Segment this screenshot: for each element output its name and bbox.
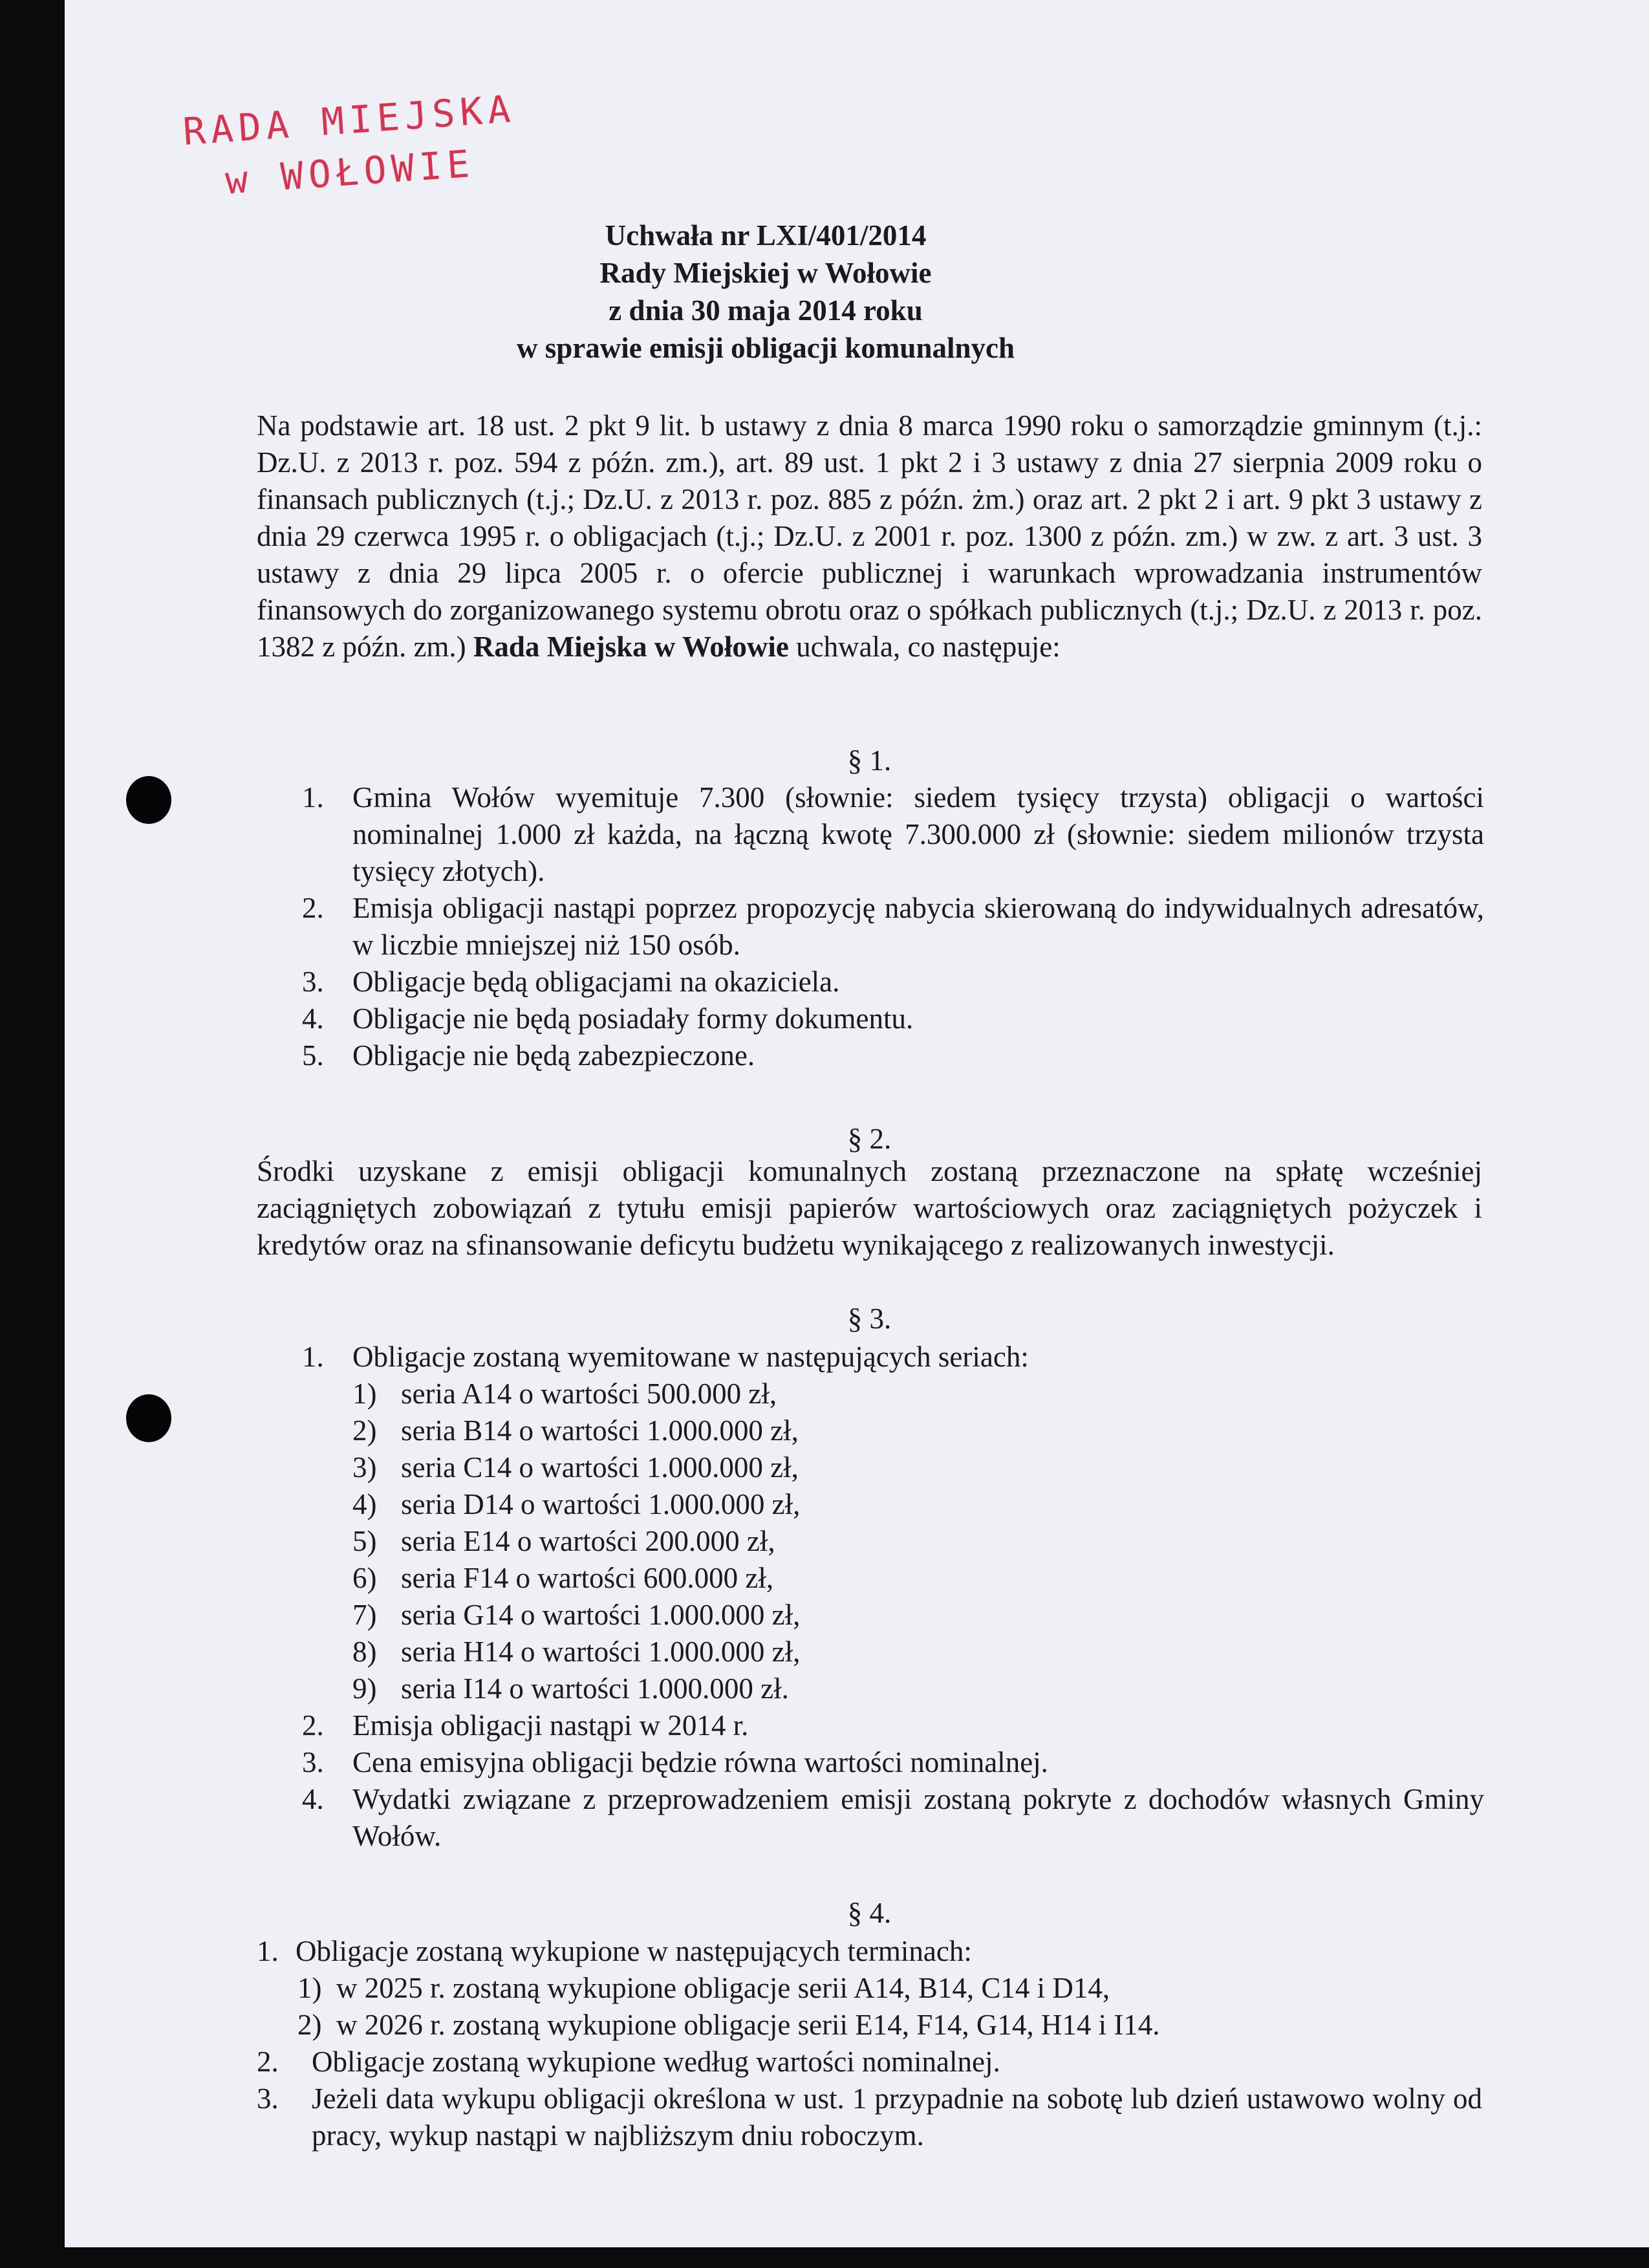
preamble-tail: uchwala, co następuje:: [788, 631, 1061, 663]
stamp-line-1: RADA MIEJSKA: [181, 87, 517, 154]
item-number: 4.: [302, 1002, 324, 1035]
item-text: Emisja obligacji nastąpi w 2014 r.: [352, 1709, 749, 1742]
resolution-title: [259, 217, 1273, 367]
item-number: 2): [297, 2009, 322, 2041]
punch-hole: [126, 776, 171, 824]
item-text: Wydatki związane z przeprowadzeniem emisji zostaną pokryte z dochodów własnych Gminy Wołów.: [352, 1783, 1484, 1852]
item-text: Obligacje będą obligacjami na okaziciela.: [352, 966, 840, 998]
item-number: 1.: [257, 1935, 279, 1967]
title-line-4: w sprawie emisji obligacji komunalnych: [516, 332, 1015, 364]
item-text: seria C14 o wartości 1.000.000 zł,: [401, 1451, 799, 1484]
item-number: 2.: [302, 892, 324, 924]
punch-hole: [126, 1394, 171, 1442]
item-text: Obligacje zostaną wykupione według wartości nominalnej.: [312, 2046, 1000, 2078]
stamp-line-2: w WOŁOWIE: [224, 141, 477, 203]
item-text: Gmina Wołów wyemituje 7.300 (słownie: siedem tysięcy trzysta) obligacji o wartości nominalnej 1.000 zł każda, na łączną kwotę 7.300.000 zł (słownie: siedem milionów trzysta tysięcy złotych).: [352, 781, 1484, 887]
item-text: Obligacje nie będą posiadały formy dokumentu.: [352, 1002, 914, 1035]
section-2-heading: § 2.: [847, 1123, 892, 1155]
item-text: Obligacje zostaną wykupione w następujących terminach:: [296, 1935, 972, 1967]
item-text: seria B14 o wartości 1.000.000 zł,: [401, 1414, 799, 1447]
item-text: seria A14 o wartości 500.000 zł,: [401, 1377, 777, 1410]
item-text: seria G14 o wartości 1.000.000 zł,: [401, 1599, 801, 1631]
item-text: seria E14 o wartości 200.000 zł,: [401, 1525, 775, 1557]
item-number: 1.: [302, 781, 324, 814]
item-number: 3.: [257, 2082, 279, 2115]
item-text: Obligacje nie będą zabezpieczone.: [352, 1039, 755, 1072]
section-1-heading: § 1.: [847, 744, 892, 777]
item-number: 1): [297, 1972, 322, 2004]
item-text: seria F14 o wartości 600.000 zł,: [401, 1562, 774, 1594]
section-2-text: Środki uzyskane z emisji obligacji komunalnych zostaną przeznaczone na spłatę wcześniej zaciągniętych zobowiązań z tytułu emisji papierów wartościowych oraz zaciągniętych pożyczek i kredytów oraz na sfinansowanie deficytu budżetu wynikającego z realizowanych inwestycji.: [257, 1155, 1482, 1261]
title-line-2: Rady Miejskiej w Wołowie: [599, 257, 932, 289]
item-number: 9): [352, 1672, 377, 1705]
item-text: seria I14 o wartości 1.000.000 zł.: [401, 1672, 789, 1705]
item-text: seria H14 o wartości 1.000.000 zł,: [401, 1636, 801, 1668]
section-4-heading: § 4.: [847, 1897, 892, 1929]
item-number: 3): [352, 1451, 377, 1484]
item-number: 3.: [302, 1746, 324, 1778]
item-text: w 2025 r. zostaną wykupione obligacje serii A14, B14, C14 i D14,: [336, 1972, 1110, 2004]
item-number: 5): [352, 1525, 377, 1557]
item-number: 7): [352, 1599, 377, 1631]
item-number: 1): [352, 1377, 377, 1410]
item-text: seria D14 o wartości 1.000.000 zł,: [401, 1488, 801, 1520]
item-number: 4): [352, 1488, 377, 1520]
title-line-1: Uchwała nr LXI/401/2014: [605, 219, 927, 252]
item-number: 8): [352, 1636, 377, 1668]
item-text: Jeżeli data wykupu obligacji określona w ust. 1 przypadnie na sobotę lub dzień ustawowo wolny od pracy, wykup nastąpi w najbliższym dniu roboczym.: [312, 2082, 1482, 2152]
preamble-council: Rada Miejska w Wołowie: [473, 631, 789, 663]
item-text: Emisja obligacji nastąpi poprzez propozycję nabycia skierowaną do indywidualnych adresatów, w liczbie mniejszej niż 150 osób.: [352, 892, 1484, 961]
item-number: 2.: [257, 2046, 279, 2078]
item-number: 2): [352, 1414, 377, 1447]
item-text: Cena emisyjna obligacji będzie równa wartości nominalnej.: [352, 1746, 1048, 1778]
item-text: Obligacje zostaną wyemitowane w następujących seriach:: [352, 1341, 1029, 1373]
item-number: 2.: [302, 1709, 324, 1742]
item-number: 6): [352, 1562, 377, 1594]
item-number: 1.: [302, 1341, 324, 1373]
title-line-3: z dnia 30 maja 2014 roku: [609, 294, 923, 327]
preamble-text: Na podstawie art. 18 ust. 2 pkt 9 lit. b ustawy z dnia 8 marca 1990 roku o samorządzie gminnym (t.j.: Dz.U. z 2013 r. poz. 594 z późn. zm.), art. 89 ust. 1 pkt 2 i 3 ustawy z dnia 27 sierpnia 2009 roku o finansach publicznych (t.j.; Dz.U. z 2013 r. poz. 885 z późn. żm.) oraz art. 2 pkt 2 i art. 9 pkt 3 ustawy z dnia 29 czerwca 1995 r. o obligacjach (t.j.; Dz.U. z 2001 r. poz. 1300 z późn. zm.) w zw. z art. 3 ust. 3 ustawy z dnia 29 lipca 2005 r. o ofercie publicznej i warunkach wprowadzania instrumentów finansowych do zorganizowanego systemu obrotu oraz o spółkach publicznych (t.j.; Dz.U. z 2013 r. poz. 1382 z późn. zm.): [257, 409, 1482, 663]
preamble: [257, 407, 1482, 665]
item-number: 5.: [302, 1039, 324, 1072]
item-number: 4.: [302, 1783, 324, 1815]
item-text: w 2026 r. zostaną wykupione obligacje serii E14, F14, G14, H14 i I14.: [336, 2009, 1160, 2041]
section-3-heading: § 3.: [847, 1302, 892, 1335]
item-number: 3.: [302, 966, 324, 998]
